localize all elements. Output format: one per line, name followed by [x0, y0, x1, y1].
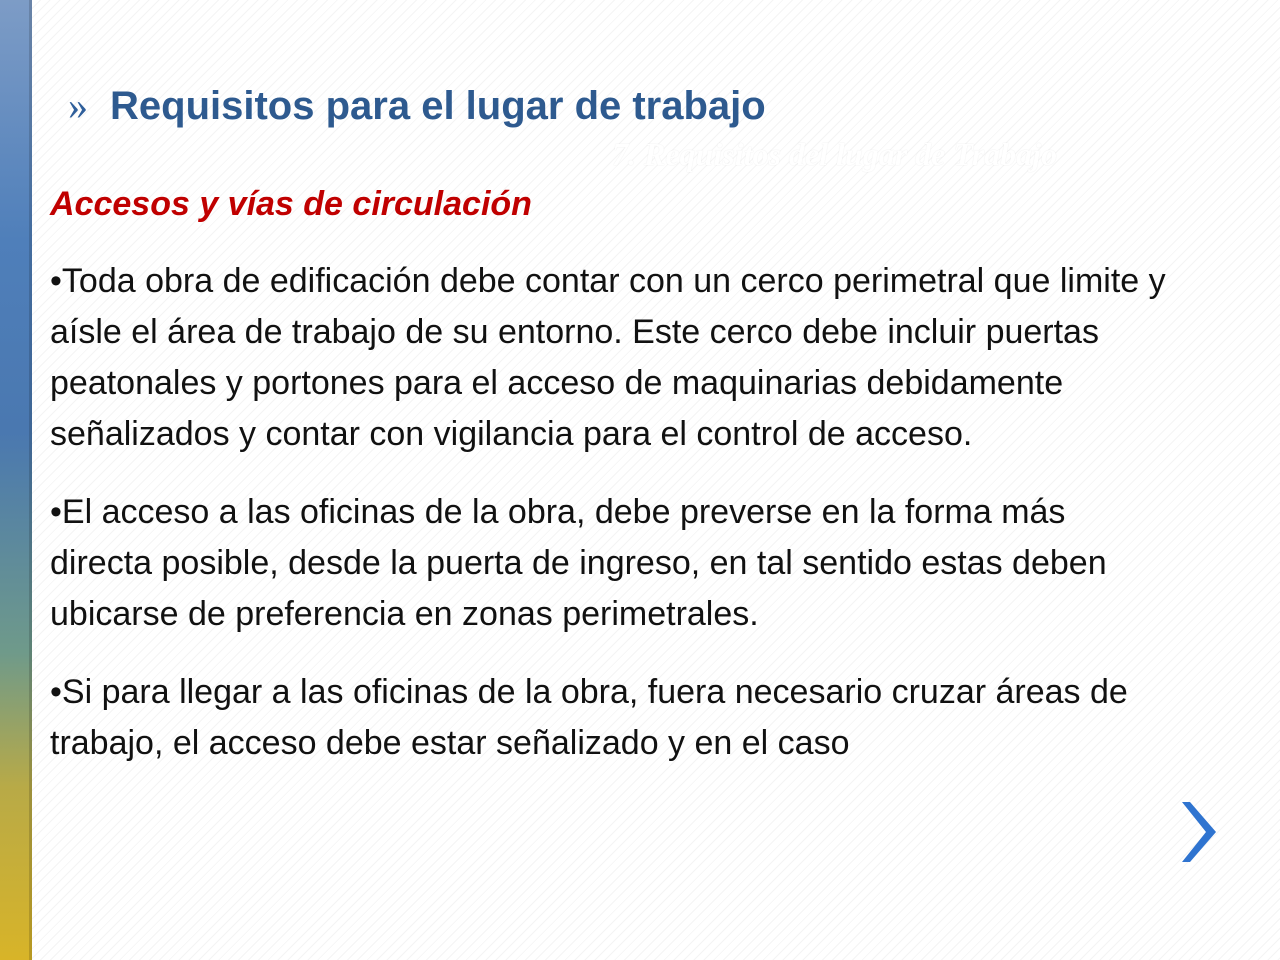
slide-title: Requisitos para el lugar de trabajo [110, 84, 766, 128]
title-bullet-marker: » [68, 83, 88, 128]
chevron-right-icon [1176, 796, 1228, 868]
body-paragraph-1: •Toda obra de edificación debe contar con un cerco perimetral que limite y aísle el área de trabajo de su entorno. Este cerco debe incluir puertas peatonales y portones para el acceso de maquinarias debidamente señalizados y contar con vigilancia para el control de acceso. [50, 262, 1166, 453]
body-paragraph-3: •Si para llegar a las oficinas de la obra, fuera necesario cruzar áreas de trabajo, el acceso debe estar señalizado y en el caso [50, 673, 1128, 762]
ghost-section-title: 7. Requisitos del lugar de Trabajo [612, 136, 1058, 172]
title-row [68, 78, 766, 134]
slide-body [50, 256, 1170, 796]
body-paragraph-2: •El acceso a las oficinas de la obra, debe preverse en la forma más directa posible, desde la puerta de ingreso, en tal sentido estas deben ubicarse de preferencia en zonas perimetrales. [50, 493, 1107, 633]
next-slide-button[interactable] [1176, 796, 1228, 868]
decorative-side-bar [0, 0, 32, 960]
section-subtitle: Accesos y vías de circulación [50, 185, 532, 223]
